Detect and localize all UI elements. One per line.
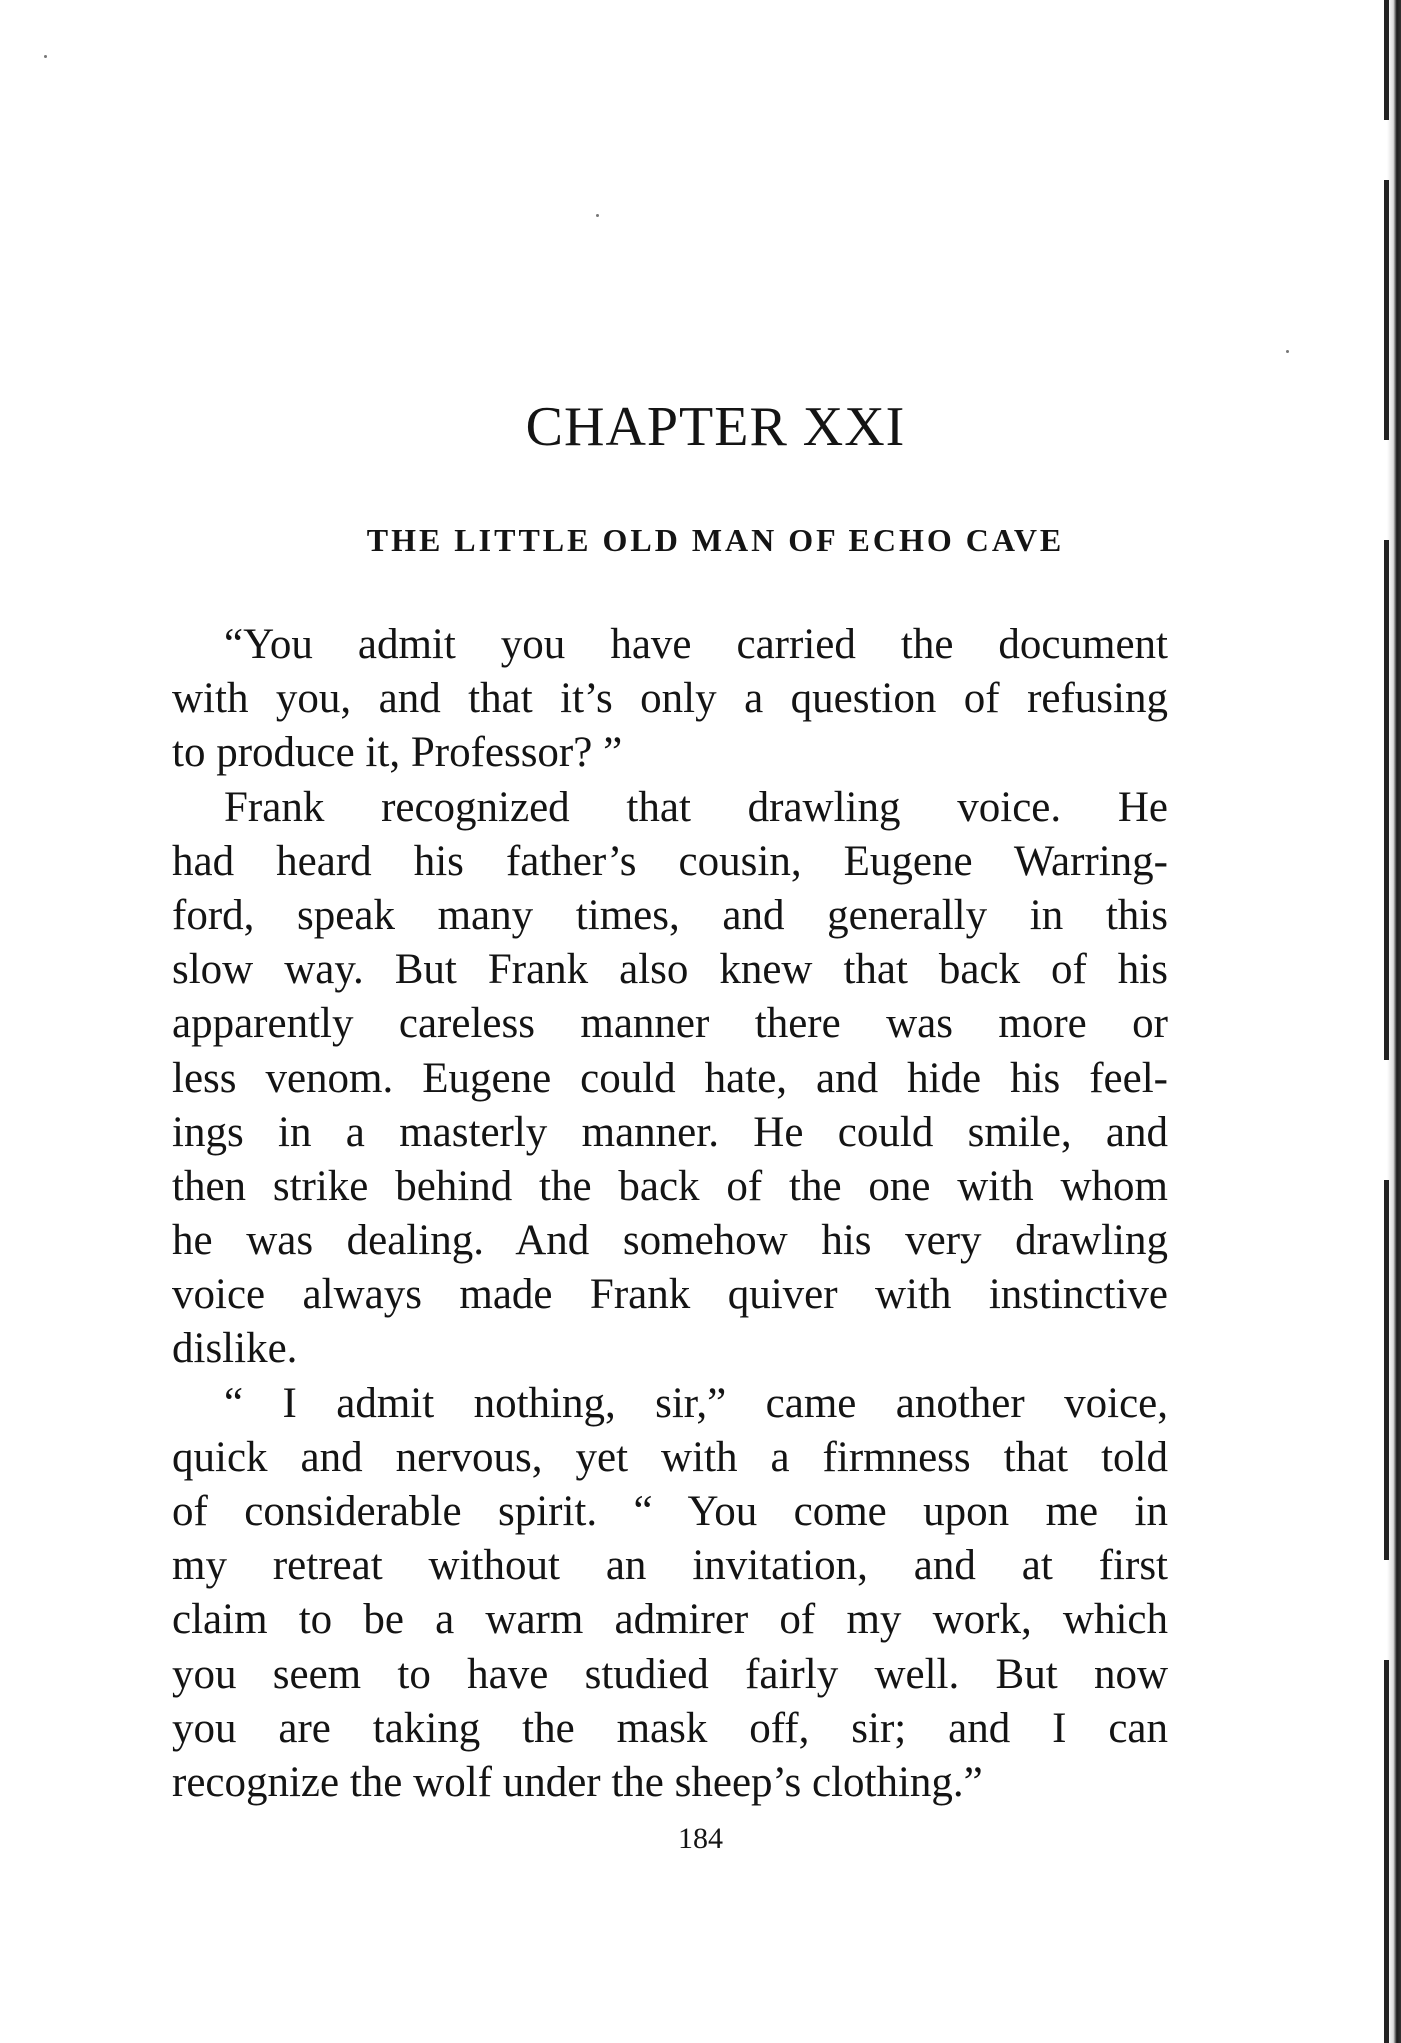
paper-speck [44,55,47,58]
binding-mark [1384,540,1389,1060]
text-line: you are taking the mask off, sir; and I can [172,1704,1168,1752]
text-line: apparently careless manner there was more or [172,1000,1168,1048]
text-line: voice always made Frank quiver with instinctive [172,1271,1168,1319]
binding-mark [1384,180,1389,440]
chapter-heading: CHAPTER XXI [525,396,906,458]
text-line: he was dealing. And somehow his very drawling [172,1217,1168,1265]
binding-mark [1384,1660,1389,2043]
text-line: claim to be a warm admirer of my work, which [172,1596,1168,1644]
paper-speck [1286,350,1289,353]
text-line: had heard his father’s cousin, Eugene Warring- [172,837,1168,885]
text-line: of considerable spirit. “ You come upon me in [172,1488,1168,1535]
binding-mark [1384,0,1389,120]
text-line: to produce it, Professor? ” [172,729,623,777]
text-line: then strike behind the back of the one with whom [172,1162,1168,1210]
text-line: quick and nervous, yet with a firmness that told [172,1433,1168,1481]
text-line: dislike. [172,1325,298,1373]
body-text [172,618,1168,1810]
text-line: slow way. But Frank also knew that back of his [172,946,1168,994]
binding-edge [1387,0,1401,2043]
paper-speck [596,214,599,217]
text-line: “You admit you have carried the document [224,621,1168,668]
text-line: Frank recognized that drawling voice. He [224,783,1168,831]
text-line: “ I admit nothing, sir,” came another voice, [224,1379,1168,1427]
text-line: with you, and that it’s only a question of refusing [172,675,1168,723]
page-number: 184 [678,1822,723,1855]
text-line: my retreat without an invitation, and at first [172,1542,1168,1590]
binding-mark [1384,1180,1389,1560]
text-line: ford, speak many times, and generally in this [172,891,1168,939]
text-line: ings in a masterly manner. He could smile, and [172,1108,1168,1156]
text-line: you seem to have studied fairly well. But now [172,1650,1168,1698]
chapter-title: THE LITTLE OLD MAN OF ECHO CAVE [366,522,1065,558]
text-line: less venom. Eugene could hate, and hide his feel- [172,1054,1168,1102]
text-line: recognize the wolf under the sheep’s clothing.” [172,1758,983,1806]
